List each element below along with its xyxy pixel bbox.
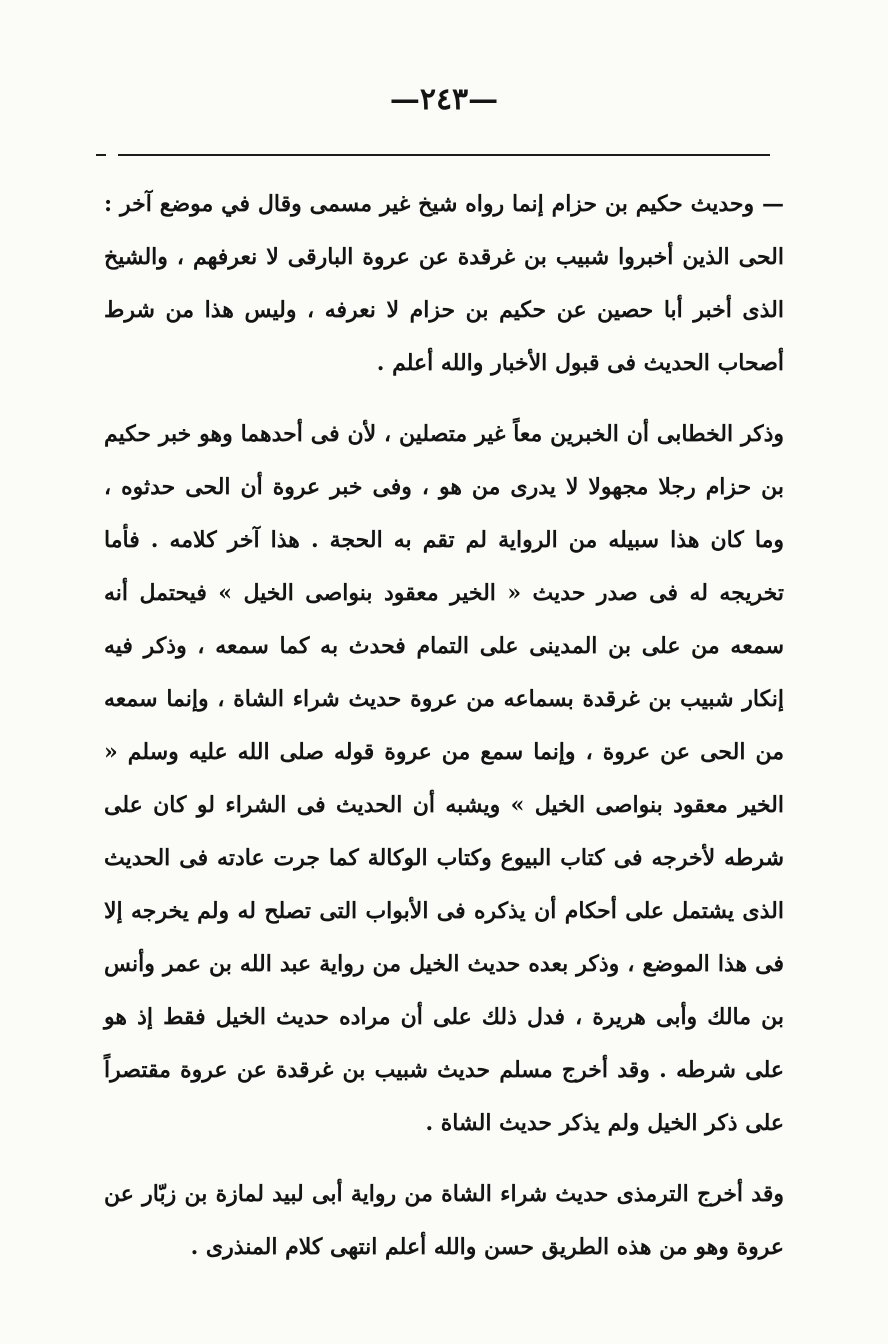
header-rule-mark xyxy=(96,154,106,156)
paragraph-1: — وحديث حكيم بن حزام إنما رواه شيخ غير مسمى وقال في موضع آخر : الحى الذين أخبروا شبيب بن غرقدة عن عروة البارقى لا نعرفهم ، والشيخ الذى أخبر أبا حصين عن حكيم بن حزام لا نعرفه ، وليس هذا من شرط أصحاب الحديث فى قبول الأخبار والله أعلم . xyxy=(104,191,784,376)
paragraph-3: وقد أخرج الترمذى حديث شراء الشاة من رواية أبى لبيد لمازة بن زبّار عن عروة وهو من هذه الطريق حسن والله أعلم انتهى كلام المنذرى . xyxy=(104,1181,784,1260)
header-rule xyxy=(118,154,770,156)
paragraph-2: وذكر الخطابى أن الخبرين معاً غير متصلين ، لأن فى أحدهما وهو خبر حكيم بن حزام رجلا مجهولا لا يدرى من هو ، وفى خبر عروة أن الحى حدثوه ، وما كان هذا سبيله من الرواية لم تقم به الحجة . هذا آخر كلامه . فأما تخريجه له فى صدر حديث « الخير معقود بنواصى الخيل » فيحتمل أنه سمعه من على بن المدينى على التمام فحدث به كما سمعه ، وذكر فيه إنكار شبيب بن غرقدة بسماعه من عروة حديث شراء الشاة ، وإنما سمعه من الحى عن عروة ، وإنما سمع من عروة قوله صلى الله عليه وسلم « الخير معقود بنواصى الخيل » ويشبه أن الحديث فى الشراء لو كان على شرطه لأخرجه فى كتاب البيوع وكتاب الوكالة كما جرت عادته فى الحديث الذى يشتمل على أحكام أن يذكره فى الأبواب التى تصلح له ولم يخرجه إلا فى هذا الموضع ، وذكر بعده حديث الخيل من رواية عبد الله بن عمر وأنس بن مالك وأبى هريرة ، فدل ذلك على أن مراده حديث الخيل فقط إذ هو على شرطه . وقد أخرج مسلم حديث شبيب بن غرقدة عن عروة مقتصراً على ذكر الخيل ولم يذكر حديث الشاة . xyxy=(104,421,784,1136)
page-number: —٢٤٣— xyxy=(389,82,499,117)
body-text xyxy=(104,178,784,1274)
